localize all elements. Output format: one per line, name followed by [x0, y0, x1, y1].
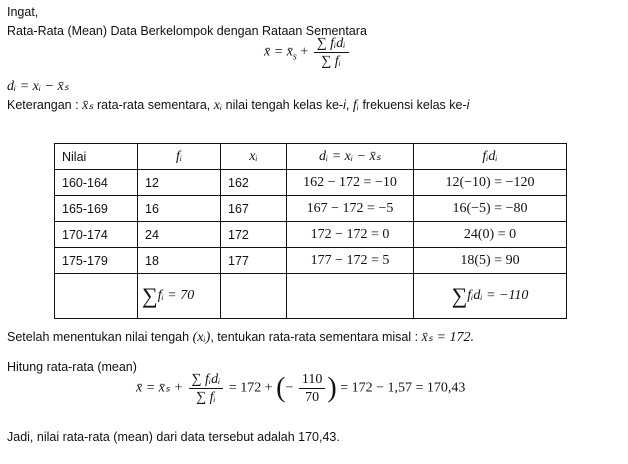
remember-label: Ingat,: [7, 5, 39, 19]
calc-rhs: = 172 − 1,57 = 170,43: [340, 380, 466, 396]
formula-lhs-sub: s: [292, 51, 297, 63]
note-text3: frekuensi kelas ke-: [362, 98, 467, 112]
table-row: [55, 170, 567, 196]
step-xi: (xᵢ): [192, 330, 211, 345]
note-i2: i: [466, 98, 470, 112]
formula-plus: +: [300, 44, 309, 60]
di-definition: dᵢ = xᵢ − x̄ₛ: [7, 79, 69, 94]
calc-fraction: [189, 372, 224, 405]
cell-d: 167 − 172 = −5: [287, 196, 414, 222]
calc-fraction-2: [299, 372, 325, 405]
cell-fd: 16(−5) = −80: [414, 196, 567, 222]
sum-fd-value: fᵢdᵢ = −110: [467, 288, 529, 304]
compute-heading: Hitung rata-rata (mean): [7, 360, 137, 374]
cell-empty: [287, 274, 414, 319]
formula-fraction: [314, 36, 349, 69]
note-line: [7, 97, 469, 114]
step-eq: x̄ₛ = 172.: [421, 330, 474, 345]
note-comma: ,: [345, 98, 350, 112]
table-sum-row: [55, 274, 567, 319]
calc-minus: −: [285, 380, 294, 396]
cell-d: 162 − 172 = −10: [287, 170, 414, 196]
formula-numerator: ∑ fᵢdᵢ: [314, 36, 349, 53]
header-di: dᵢ = xᵢ − x̄ₛ: [287, 144, 414, 170]
note-fi: fᵢ: [352, 98, 359, 113]
note-xs: x̄ₛ: [82, 98, 94, 113]
conclusion: Jadi, nilai rata-rata (mean) dari data tersebut adalah 170,43.: [7, 430, 340, 444]
step-text1: Setelah menentukan nilai tengah: [7, 330, 190, 344]
sigma-icon: ∑: [451, 283, 468, 308]
cell-fd: 12(−10) = −120: [414, 170, 567, 196]
cell-f: 24: [138, 222, 221, 248]
table-header-row: [55, 144, 567, 170]
cell-x: 162: [221, 170, 287, 196]
header-xi: xᵢ: [221, 144, 287, 170]
paren-close: ): [327, 372, 337, 404]
section-title: Rata-Rata (Mean) Data Berkelompok dengan Rataan Sementara: [7, 24, 367, 38]
note-text2: nilai tengah kelas ke-: [225, 98, 344, 112]
cell-d: 172 − 172 = 0: [287, 222, 414, 248]
table-row: [55, 196, 567, 222]
mean-formula: [264, 36, 351, 69]
formula-denominator: ∑ fᵢ: [321, 54, 341, 69]
cell-f: 16: [138, 196, 221, 222]
cell-x: 177: [221, 248, 287, 274]
cell-sum-f: [138, 274, 221, 319]
cell-nilai: 175-179: [55, 248, 138, 274]
cell-f: 18: [138, 248, 221, 274]
calc-denominator: ∑ fᵢ: [196, 390, 216, 405]
cell-f: 12: [138, 170, 221, 196]
paren-open: (: [276, 372, 286, 404]
cell-nilai: 160-164: [55, 170, 138, 196]
header-fi: fᵢ: [138, 144, 221, 170]
mean-calculation: [136, 372, 465, 405]
table-row: [55, 222, 567, 248]
note-text1: rata-rata sementara,: [97, 98, 211, 112]
cell-sum-fd: [414, 274, 567, 319]
note-xi: xᵢ: [213, 98, 223, 113]
calc-mid: = 172 +: [228, 380, 273, 396]
note-i1: i: [343, 98, 346, 112]
cell-empty: [55, 274, 138, 319]
cell-nilai: 165-169: [55, 196, 138, 222]
data-table: [54, 143, 567, 319]
formula-lhs: x̄ = x̄: [264, 44, 293, 60]
calc-numerator-2: 110: [299, 372, 325, 389]
cell-empty: [221, 274, 287, 319]
cell-x: 172: [221, 222, 287, 248]
table-row: [55, 248, 567, 274]
sum-f-value: fᵢ = 70: [157, 288, 195, 304]
cell-nilai: 170-174: [55, 222, 138, 248]
header-fidi: fᵢdᵢ: [414, 144, 567, 170]
calc-numerator: ∑ fᵢdᵢ: [189, 372, 224, 389]
step-line: [7, 329, 474, 346]
cell-fd: 18(5) = 90: [414, 248, 567, 274]
cell-fd: 24(0) = 0: [414, 222, 567, 248]
header-nilai: Nilai: [55, 144, 138, 170]
sigma-icon: ∑: [142, 283, 158, 308]
step-text2: , tentukan rata-rata sementara misal :: [210, 330, 419, 344]
cell-d: 177 − 172 = 5: [287, 248, 414, 274]
note-prefix: Keterangan :: [7, 98, 79, 112]
calc-lhs: x̄ = x̄ₛ +: [136, 380, 184, 396]
calc-denominator-2: 70: [305, 390, 320, 405]
cell-x: 167: [221, 196, 287, 222]
